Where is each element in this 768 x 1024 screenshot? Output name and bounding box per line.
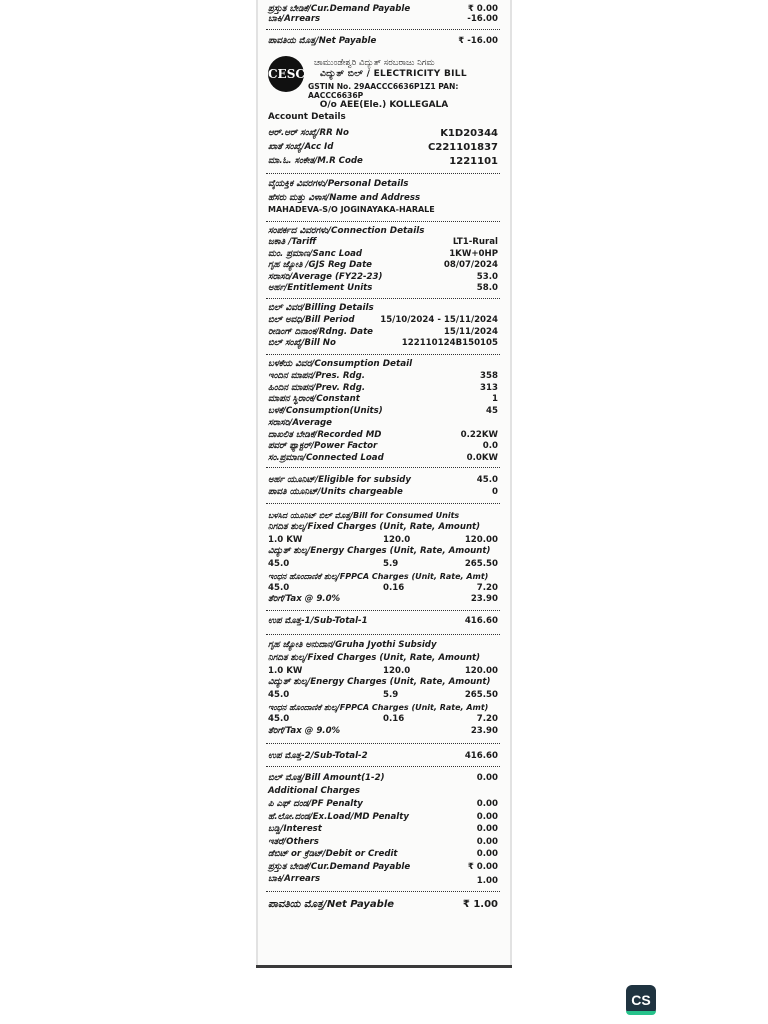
row-value: 358 [480,371,498,381]
row-label: ಬಿಲ್ ಅವಧಿ/Bill Period [268,315,355,325]
row-value: 45.0 [476,475,498,485]
row-label: ಹೆ.ಲೋ.ದಂಡ/Ex.Load/MD Penalty [268,811,409,822]
divider [266,354,500,355]
amount-value: 265.50 [464,559,498,569]
row-label: ಇತರೆ/Others [268,836,319,847]
row-label: ಅರ್ಹ/Entitlement Units [268,283,373,293]
divider [266,467,500,468]
row-value: LT1-Rural [452,237,498,247]
row-label: ತೆರಿಗೆ/Tax @ 9.0% [268,726,341,736]
row-label: ಸರಾಸರಿ/Average (FY22-23) [268,271,383,282]
company-name-kannada: ಚಾಮುಂಡೇಶ್ವರಿ ವಿದ್ಯುತ್ ಸರಬರಾಜು ನಿಗಮ [314,58,435,68]
divider [266,766,500,767]
row-value: ₹ 0.00 [467,861,498,872]
row-label: ಬಳಕೆ/Consumption(Units) [268,406,383,417]
unit-value: 45.0 [268,583,290,593]
amount-value: 265.50 [464,690,498,700]
section-heading: ಸಂಪರ್ಕದ ವಿವರಗಳು/Connection Details [268,226,425,236]
row-label: ಪಾವತಿಯ ಮೊತ್ತ/Net Payable [268,899,395,910]
row-label: ಸರಾಸರಿ/Average [268,417,333,428]
receipt-bottom-edge [256,965,512,968]
section-heading: ಗೃಹ ಜ್ಯೋತಿ ಅನುದಾನ/Gruha Jyothi Subsidy [268,640,437,650]
divider [266,221,500,222]
rate-value: 0.16 [383,583,405,593]
divider [266,503,500,504]
row-label: ಬಾಕಿ/Arrears [268,14,321,24]
row-label: ಉಪ ಮೊತ್ತ-2/Sub-Total-2 [268,751,368,761]
divider [266,743,500,744]
row-label: ಬಿಲ್ ಮೊತ್ತ/Bill Amount(1-2) [268,773,385,783]
rate-value: 5.9 [383,559,399,569]
row-value: 122110124B150105 [401,338,498,348]
row-value: 23.90 [470,594,498,604]
unit-value: 45.0 [268,559,290,569]
row-value: 0.00 [476,849,498,859]
section-heading: ಬಳಸಿದ ಯೂನಿಟ್ ಬಿಲ್ ಮೊತ್ತ/Bill for Consumed Units [268,511,460,520]
amount-value: 120.00 [464,666,498,676]
row-value: 0.00 [476,773,498,783]
row-value: 416.60 [464,751,498,761]
gstin-text: GSTIN No. 29AACCC6636P1Z1 PAN: AACCC6636P [308,82,459,100]
row-value: 0.0KW [466,452,498,463]
row-value: ₹ 0.00 [467,4,498,14]
row-label: ಪ್ರಸ್ತುತ ಬೇಡಿಕೆ/Cur.Demand Payable [268,861,411,872]
row-value: MAHADEVA-S/O JOGINAYAKA-HARALE [268,205,435,214]
row-value: 58.0 [476,283,498,293]
row-label: ಖಾತೆ ಸಂಖ್ಯೆ/Acc Id [268,142,334,152]
section-heading: ಬಳಕೆಯ ವಿವರ/Consumption Detail [268,359,413,369]
cesc-logo: CESC [268,56,304,92]
unit-value: 45.0 [268,714,290,724]
row-label: ಮಂ. ಪ್ರಮಾಣ/Sanc Load [268,248,363,259]
row-label: ಪಿ ಎಫ್ ದಂಡ/PF Penalty [268,799,363,809]
unit-value: 1.0 KW [268,535,303,545]
row-label: ವಿದ್ಯುತ್ ಶುಲ್ಕ/Energy Charges (Unit, Rate, Amount) [268,677,491,687]
row-label: ನಿಗದಿತ ಶುಲ್ಕ/Fixed Charges (Unit, Rate, Amount) [268,653,481,663]
row-value: ₹ -16.00 [458,36,498,46]
row-label: ದಾಖಲಿತ ಬೇಡಿಕೆ/Recorded MD [268,429,382,440]
unit-value: 1.0 KW [268,666,303,676]
row-label: ಬಾಕಿ/Arrears [268,874,321,884]
row-value: 53.0 [476,271,498,282]
row-value: C221101837 [428,142,498,153]
amount-value: 120.00 [464,535,498,545]
bill-title: ವಿದ್ಯುತ್ ಬಿಲ್ / ELECTRICITY BILL [320,69,467,79]
electricity-bill-receipt [256,0,512,968]
row-value: -16.00 [467,14,498,24]
row-label: ಇಂಧನ ಹೊಂದಾಣಿಕೆ ಶುಲ್ಕ/FPPCA Charges (Unit, Rate, Amt) [268,572,489,581]
row-value: 08/07/2024 [443,260,498,270]
row-value: 0.00 [476,799,498,809]
row-label: ಜಕಾತಿ /Tariff [268,237,317,247]
row-label: ಹಿಂದಿನ ಮಾಪನ/Prev. Rdg. [268,382,366,393]
divider [266,634,500,635]
row-label: ಹೆಸರು ಮತ್ತು ವಿಳಾಸ/Name and Address [268,193,421,203]
divider [266,29,500,30]
row-label: ಉಪ ಮೊತ್ತ-1/Sub-Total-1 [268,616,368,626]
divider [266,173,500,174]
row-value: 1 [492,394,498,405]
row-label: ಪವರ್ ಫ್ಯಾಕ್ಟರ್/Power Factor [268,441,378,452]
row-label: ಸಂ.ಪ್ರಮಾಣ/Connected Load [268,452,384,463]
row-label: ಬಿಲ್ ಸಂಖ್ಯೆ/Bill No [268,338,336,348]
row-label: ಗೃಹ ಜ್ಯೋತಿ /GJS Reg Date [268,260,373,270]
row-label: ಇಂಧನ ಹೊಂದಾಣಿಕೆ ಶುಲ್ಕ/FPPCA Charges (Unit, Rate, Amt) [268,703,489,712]
section-heading: Additional Charges [268,786,361,796]
rate-value: 5.9 [383,690,399,700]
office-name: O/o AEE(Ele.) KOLLEGALA [319,100,449,110]
row-label: ತೆರಿಗೆ/Tax @ 9.0% [268,594,341,604]
rate-value: 120.0 [383,535,411,545]
row-label: ಅರ್ಹ ಯೂನಿಟ್/Eligible for subsidy [268,475,411,485]
row-value: 416.60 [464,616,498,626]
divider [266,891,500,892]
camscanner-watermark: CS [626,985,656,1015]
section-heading: ವೈಯಕ್ತಿಕ ವಿವರಗಳು/Personal Details [268,179,409,189]
row-label: ಮಾ.ಓ. ಸಂಕೇತ/M.R Code [268,156,363,166]
row-label: ಬಡ್ಡಿ/Interest [268,824,322,834]
rate-value: 120.0 [383,666,411,676]
rate-value: 0.16 [383,714,405,724]
row-value: 23.90 [470,726,498,736]
row-label: ಪಾವತಿಯ ಮೊತ್ತ/Net Payable [268,36,377,46]
section-heading: Account Details [268,112,346,122]
divider [266,298,500,299]
row-label: ಪ್ರಸ್ತುತ ಬೇಡಿಕೆ/Cur.Demand Payable [268,4,411,14]
row-label: ಡೆಬಿಟ್ or ಕ್ರೆಡಿಟ್/Debit or Credit [268,849,398,859]
row-value: 0.0 [482,441,498,452]
amount-value: 7.20 [476,714,498,724]
row-value: 1KW+0HP [449,248,498,259]
row-label: ರೀಡಿಂಗ್ ದಿನಾಂಕ/Rdng. Date [268,326,373,337]
row-value: 15/11/2024 [443,326,498,337]
row-label: ಇಂದಿನ ಮಾಪನ/Pres. Rdg. [268,371,366,381]
amount-value: 7.20 [476,583,498,593]
row-label: ಮಾಪನ ಸ್ಥಿರಾಂಕ/Constant [268,394,360,405]
row-value: 45 [486,406,498,417]
arrears-value: 1.00 [476,876,498,886]
row-value: 0.00 [476,824,498,834]
section-heading: ಬಿಲ್ ವಿವರ/Billing Details [268,303,374,313]
row-value: 1221101 [449,156,498,167]
unit-value: 45.0 [268,690,290,700]
row-value: 313 [480,382,498,393]
row-value: 0.22KW [460,429,498,440]
row-label: ವಿದ್ಯುತ್ ಶುಲ್ಕ/Energy Charges (Unit, Rate, Amount) [268,546,491,556]
row-value: K1D20344 [440,128,498,139]
row-label: ನಿಗದಿತ ಶುಲ್ಕ/Fixed Charges (Unit, Rate, Amount) [268,522,481,532]
row-value: ₹ 1.00 [462,899,498,910]
row-label: ಆರ್.ಆರ್ ಸಂಖ್ಯೆ/RR No [268,128,349,138]
row-label: ಪಾವತಿ ಯೂನಿಟ್/Units chargeable [268,487,403,497]
row-value: 15/10/2024 - 15/11/2024 [380,315,498,325]
divider [266,610,500,611]
row-value: 0.00 [476,811,498,822]
row-value: 0 [492,487,498,497]
row-value: 0.00 [476,836,498,847]
